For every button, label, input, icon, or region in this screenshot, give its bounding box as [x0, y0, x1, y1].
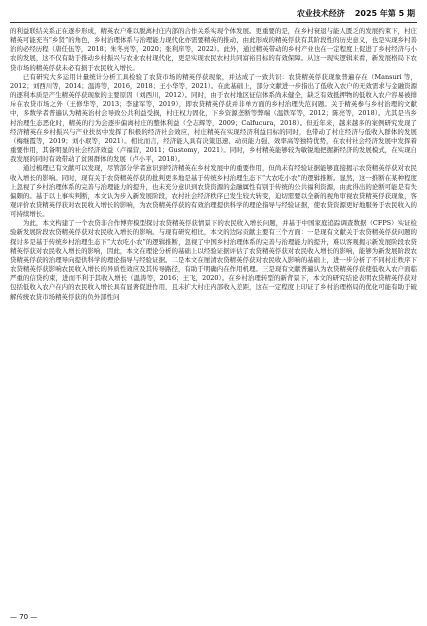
- paragraph-1: 的利益联结关系正在逐步形成，精英农户难以脱离村庄内部的合作关系实现个体发展。更重要的是，在乡村衰退与能人匮乏的发展约束下，村庄精英可能充当“乡贤”的角色，乡村治理体系与治理能力现代化亦需要精英的推动，由此形成的精英俘获有其阶段性的历史意义，也是实现乡村善治的必经历程（唐任伍等，2018；朱冬亮等，2020；张利庠等，2022）。此外，通过精英带动的乡村产业也在一定程度上促进了乡村经济与小农的发展，这不仅有助于推动乡村振兴与农业农村现代化，更是实现农民农村共同富裕目标的有效保障。从这一现实逻辑来看，新发展格局下农贷市场的精英俘获未必有损于农民收入增长。: [10, 27, 417, 72]
- running-header: [297, 8, 415, 19]
- paragraph-2: 已有研究大多运用计量统计分析工具检验了农贷市场的精英俘获现象，并达成了一致共识：农贷精英俘获现象普遍存在（Mansuri 等，2012；刘西川等，2014；温涛等，2016，2018；王小华等，2021）。在此基础上，部分文献进一步指出了低收入农户的无效需求与金融资源的逐利本质是产生精英俘获现象的主要原因（刘西川，2012）。同时，由于农村地区征信体系尚未健全，缺乏有效抵押物的低收入农户容易被排斥在农贷市场之外（王修华等，2013；李建军等，2019），即农贷精英俘获并非单方面的乡村治理失范问题。关于精英参与乡村治理的文献中，多数学者普遍认为精英治村会导致公共利益受损，村庄权力固化，下乡资源垄断等弊端（温铁军等，2012；陈亮等，2018）。尤其是当乡村治理生态恶化时，精英的行为会逐步偏离村庄的整体利益（仝志辉等，2009；Calfucura，2018）。但近年来，越来越多的案例研究发现了经济精英在乡村振兴与产业扶贫中发挥了积极的经济社会效应，村庄精英在实现经济利益目标的同时，也带动了村庄经济与低收入群体的发展（梅继霞等，2019；刘小珉等，2021）。相比而言，经济能人具有决策迅速、动员能力强、效率高等独特优势，在农村社会经济发展中发挥着重要作用，其备明显的社会经济效益（卢福营，2011；Gustomy，2021）。同时，乡村精英能够较为敏锐地把握新经济的发展模式，在实现自我发展的同时有效带动了贫困群体的发展（卢小平，2018）。: [10, 72, 417, 164]
- paragraph-3: 通过梳理已有文献可以发现，尽管部分学者意识到经济精英在乡村发展中的重要作用，但尚未有经验证据能够直接揭示农贷精英俘获对农民收入增长的影响。同时，现有关于农贷精英俘获的批判更多地是基于传统乡村治理生态下“大农吃小农”的逻辑推断。显然，这一推断在某种程度上忽视了乡村治理体系的完善与治理能力的提升，也未充分意识到农贷资源的金融属性有别于传统的公共福利资源，由此得出的论断可能是有失偏颇的。基于以上事实判断，本文认为步入新发展阶段，农村社会经济秩序已发生较大转变，迫切需要以全新的视角审视农贷精英俘获现象，客观评价农贷精英俘获对农民收入增长的影响，为农贷精英俘获的有效治理提供科学的理论指导与经验证据，使农贷资源更好地服务于农民收入的可持续增长。: [10, 164, 417, 219]
- issue-label: 2025 年第 5 期: [354, 9, 415, 18]
- journal-name: 农业技术经济: [296, 9, 345, 18]
- page-number: — 70 —: [10, 613, 38, 621]
- paragraph-4: 为此，本文构建了一个农贷非合作博弈模型探讨农贷精英俘获情景下的农民收入增长问题，并基于中国家庭追踪调查数据（CFPS）实证检验新发展阶段农贷精英俘获对农民收入增长的影响。与现有研究相比，本文的边际贡献主要有三个方面：一是现有文献关于农贷精英俘获问题的探讨多是基于传统乡村治理生态下“大农吃小农”的逻辑推断，忽视了中国乡村治理体系的完善与治理能力的提升，难以客观揭示新发展阶段农贷精英俘获对农民收入增长的影响，因此，本文在理论分析的基础上以经验证据评估了农贷精英俘获对农民收入增长的影响，能够为新发展阶段农贷精英俘获的治理导向提供科学的理论指导与经验证据。二是本文在厘清农贷精英俘获对农民收入影响的基础上，进一步分析了不同村庄秩序下农贷精英俘获影响农民收入增长的异质性效应及其传导路径，有助于明确内在作用机理。三是现有文献普遍认为农贷精英俘获使低收入农户面临严重的信贷约束，进而不利于其收入增长（温涛等，2016；王飞，2020）。在乡村治理转型的新背景下，本文的研究结论表明农贷精英俘获对包括低收入农户在内的农民收入增长具有显著促进作用，且未扩大村庄内部收入差距，这在一定程度上印证了乡村治理格局的优化可能有助于破解传统农贷市场精英俘获的负外部性问: [10, 219, 417, 301]
- article-body: [10, 27, 417, 608]
- header-rule: [10, 22, 417, 23]
